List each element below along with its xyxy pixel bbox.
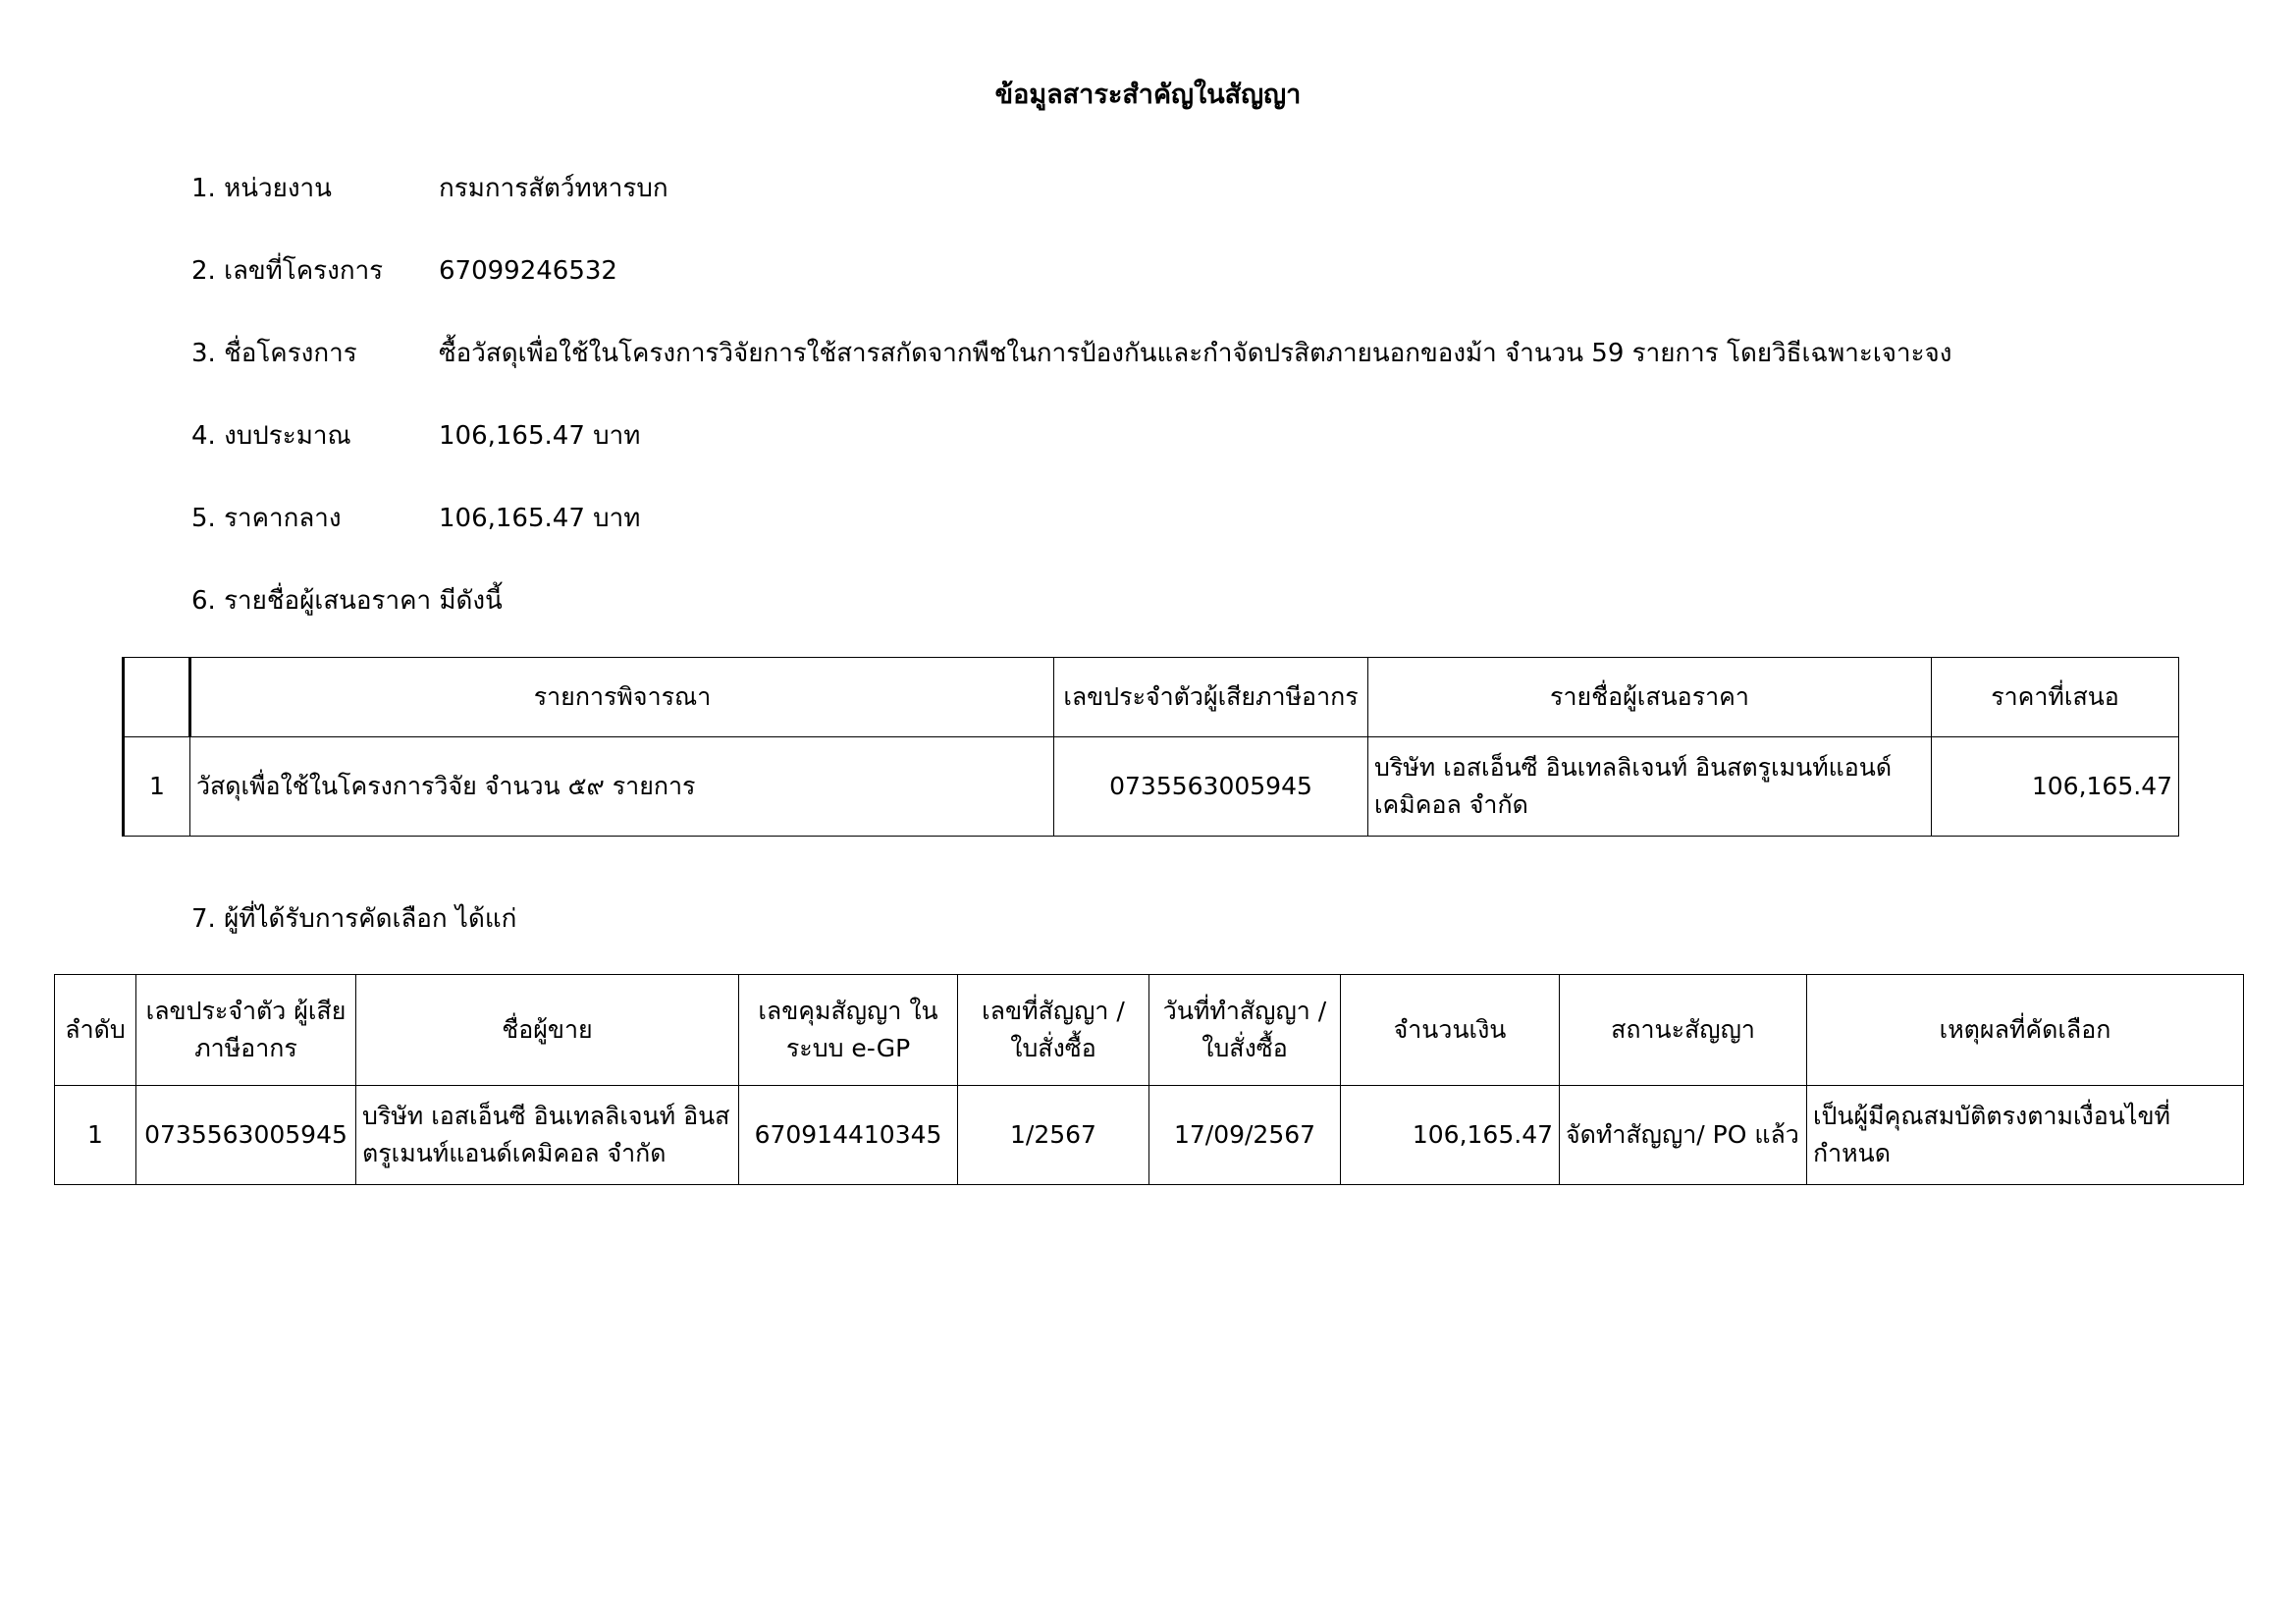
bidders-heading: 6. รายชื่อผู้เสนอราคา มีดังนี้: [191, 586, 503, 616]
bidders-header-row: [124, 658, 2179, 737]
winners-header-amount: จำนวนเงิน: [1341, 975, 1560, 1086]
bidders-header-tax-id: เลขประจำตัวผู้เสียภาษีอากร: [1054, 658, 1368, 737]
winners-header-reason: เหตุผลที่คัดเลือก: [1807, 975, 2244, 1086]
median-price-label: 5. ราคากลาง: [191, 504, 342, 533]
winner-reason: เป็นผู้มีคุณสมบัติตรงตามเงื่อนไขที่กำหนด: [1807, 1086, 2244, 1185]
project-name-label: 3. ชื่อโครงการ: [191, 339, 357, 368]
winner-index: 1: [55, 1086, 136, 1185]
budget-label: 4. งบประมาณ: [191, 421, 351, 451]
bidders-header-item: รายการพิจารณา: [190, 658, 1054, 737]
budget-value: 106,165.47 บาท: [439, 421, 641, 451]
table-row: [55, 1086, 2244, 1185]
bidder-index: 1: [124, 737, 190, 837]
table-row: [124, 737, 2179, 837]
winner-seller: บริษัท เอสเอ็นซี อินเทลลิเจนท์ อินสตรูเมนท์แอนด์เคมิคอล จำกัด: [356, 1086, 739, 1185]
winners-header-row: [55, 975, 2244, 1086]
bidders-header-price: ราคาที่เสนอ: [1932, 658, 2179, 737]
project-number-label: 2. เลขที่โครงการ: [191, 256, 384, 286]
winner-tax-id: 0735563005945: [136, 1086, 356, 1185]
median-price-value: 106,165.47 บาท: [439, 504, 641, 533]
winners-table: [54, 974, 2244, 1185]
winners-header-tax-id: เลขประจำตัว ผู้เสียภาษีอากร: [136, 975, 356, 1086]
bidder-item: วัสดุเพื่อใช้ในโครงการวิจัย จำนวน ๕๙ รายการ: [190, 737, 1054, 837]
bidders-header-index: [124, 658, 190, 737]
winners-header-egp-no: เลขคุมสัญญา ในระบบ e-GP: [739, 975, 958, 1086]
bidder-tax-id: 0735563005945: [1054, 737, 1368, 837]
winner-amount: 106,165.47: [1341, 1086, 1560, 1185]
project-number-value: 67099246532: [439, 256, 617, 286]
bidder-name: บริษัท เอสเอ็นซี อินเทลลิเจนท์ อินสตรูเมนท์แอนด์เคมิคอล จำกัด: [1368, 737, 1932, 837]
bidder-price: 106,165.47: [1932, 737, 2179, 837]
agency-label: 1. หน่วยงาน: [191, 174, 332, 203]
winner-egp-no: 670914410345: [739, 1086, 958, 1185]
bidders-header-bidder: รายชื่อผู้เสนอราคา: [1368, 658, 1932, 737]
winners-header-status: สถานะสัญญา: [1560, 975, 1807, 1086]
winner-status: จัดทำสัญญา/ PO แล้ว: [1560, 1086, 1807, 1185]
winner-contract-date: 17/09/2567: [1149, 1086, 1341, 1185]
winners-header-contract-no: เลขที่สัญญา / ใบสั่งซื้อ: [958, 975, 1149, 1086]
bidders-table: [122, 657, 2179, 837]
winners-header-seller: ชื่อผู้ขาย: [356, 975, 739, 1086]
winners-header-index: ลำดับ: [55, 975, 136, 1086]
winner-contract-no: 1/2567: [958, 1086, 1149, 1185]
agency-value: กรมการสัตว์ทหารบก: [439, 174, 668, 203]
winners-heading: 7. ผู้ที่ได้รับการคัดเลือก ได้แก่: [191, 904, 517, 934]
project-name-value: ซื้อวัสดุเพื่อใช้ในโครงการวิจัยการใช้สารสกัดจากพืชในการป้องกันและกำจัดปรสิตภายนอกของม้า จำนวน 59 รายการ โดยวิธีเฉพาะเจาะจง: [439, 339, 1952, 368]
winners-header-contract-date: วันที่ทำสัญญา / ใบสั่งซื้อ: [1149, 975, 1341, 1086]
page-title: ข้อมูลสาระสำคัญในสัญญา: [994, 80, 1302, 110]
